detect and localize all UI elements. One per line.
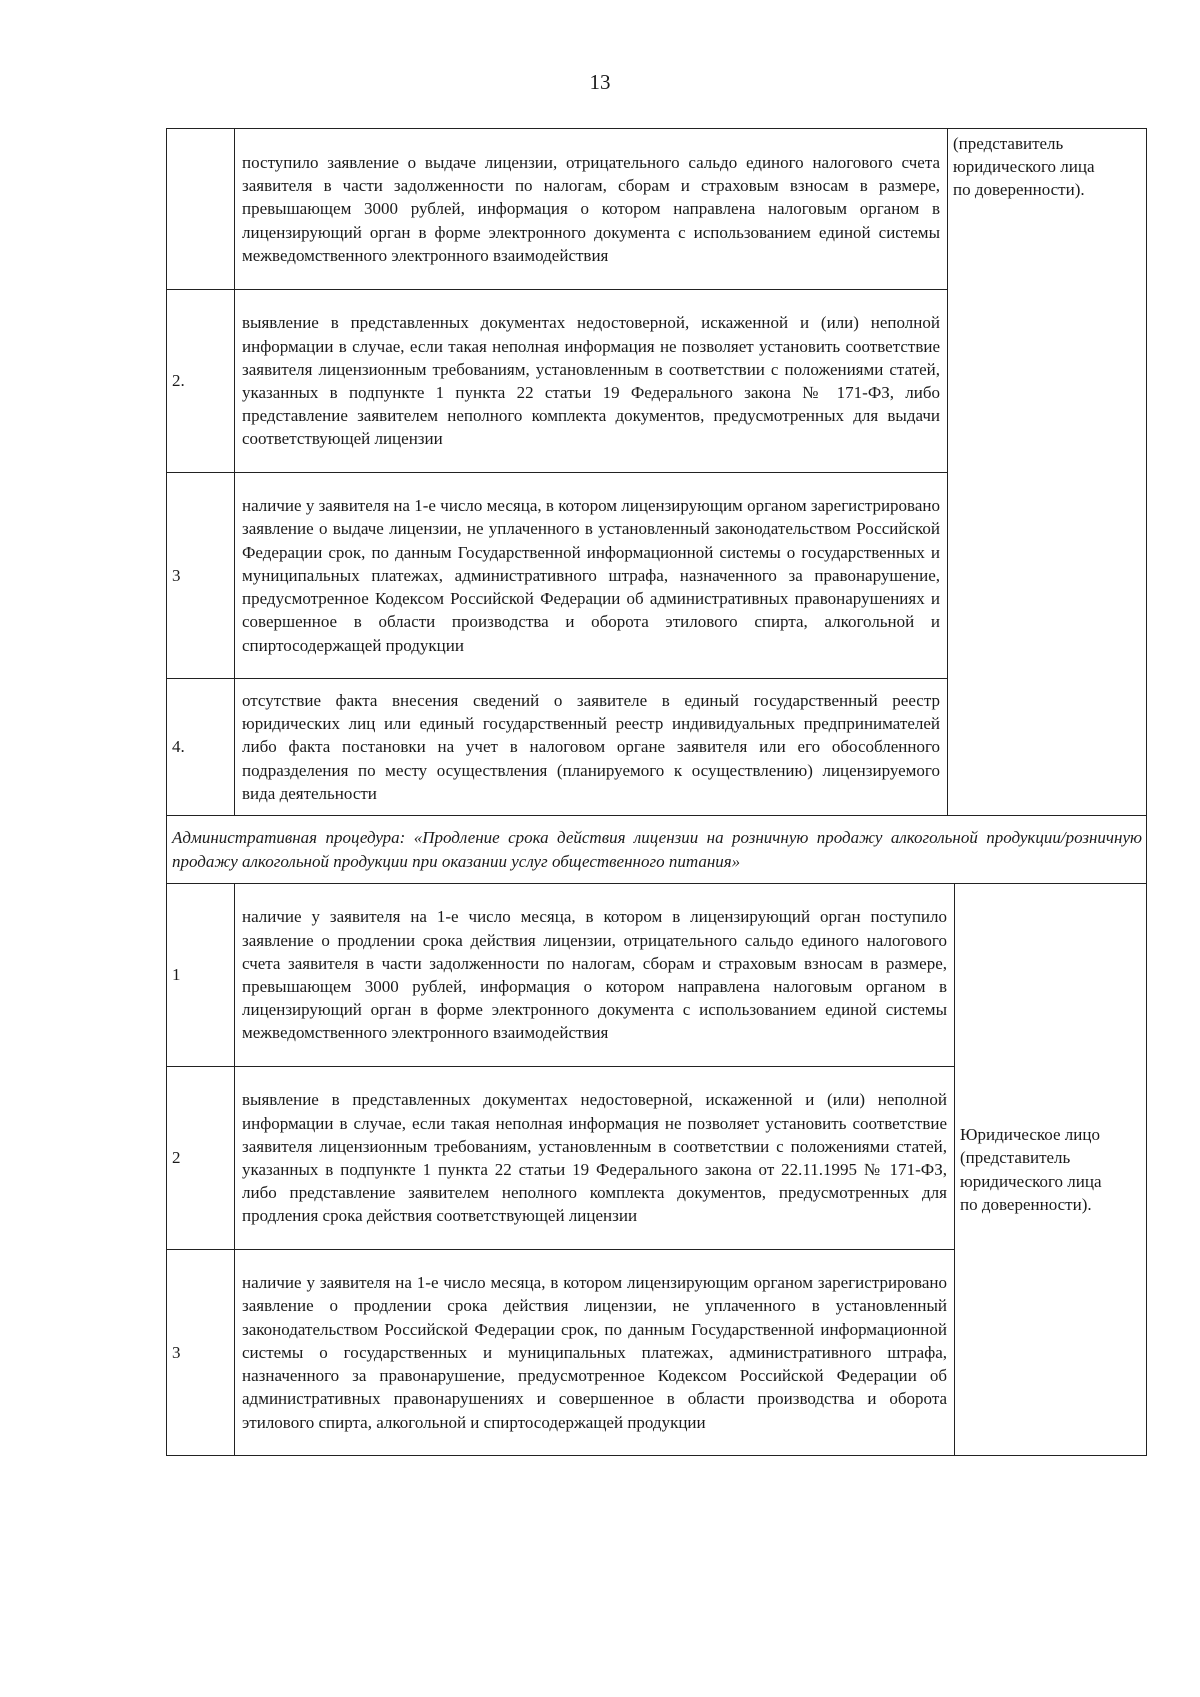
row-description: поступило заявление о выдаче лицензии, отрицательного сальдо единого налогового счета заявителя в части задолженности по налогам, сборам и страховым взносам в размере, превышающем 3000 рублей, информация о котором направлена налоговым органом в лицензирующий орган в форме электронного документа с использованием единой системы межведомственного электронного взаимодействия [235, 129, 948, 290]
row-description: наличие у заявителя на 1-е число месяца, в котором в лицензирующий орган поступило заявление о продлении срока действия лицензии, отрицательного сальдо единого налогового счета заявителя в части задолженности по налогам, сборам и страховым взносам в размере, превышающем 3000 рублей, информация о котором направлена налоговым органом в лицензирующий орган в форме электронного документа с использованием единой системы межведомственного электронного взаимодействия [235, 884, 955, 1067]
row-number: 1 [167, 884, 235, 1067]
applicant-line: (представитель [953, 134, 1064, 153]
conditions-table [166, 128, 1147, 1456]
row-number: 3 [167, 473, 235, 679]
section-heading: Административная процедура: «Продление срока действия лицензии на розничную продажу алкогольной продукции/розничную продажу алкогольной продукции при оказании услуг общественного питания» [167, 816, 1147, 884]
section-row [167, 816, 1147, 884]
applicant-line: по доверенности). [953, 180, 1085, 200]
applicant-line: Юридическое лицо [960, 1125, 1100, 1145]
table-row [167, 884, 1147, 1067]
row-number: 2 [167, 1067, 235, 1250]
row-number: 3 [167, 1250, 235, 1456]
row-number: 2. [167, 290, 235, 473]
page-number: 13 [589, 70, 611, 94]
applicant-line: по доверенности). [960, 1194, 1092, 1214]
row-description: выявление в представленных документах недостоверной, искаженной и (или) неполной информации в случае, если такая неполная информация не позволяет установить соответствие заявителя лицензионным требованиям, установленным в соответствии с положениями статей, указанных в подпункте 1 пункта 22 статьи 19 Федерального закона от 22.11.1995 № 171-ФЗ, либо представление заявителем неполного комплекта документов, предусмотренных для продления срока действия соответствующей лицензии [235, 1067, 955, 1250]
row-number [167, 129, 235, 290]
row-description: отсутствие факта внесения сведений о заявителе в единый государственный реестр юридических лиц или единый государственный реестр индивидуальных предпринимателей либо факта постановки на учет в налоговом органе заявителя или его обособленного подразделения по месту осуществления (планируемого к осуществлению) лицензируемого вида деятельности [235, 679, 948, 816]
applicant-line: (представитель [960, 1148, 1071, 1168]
applicant-line: юридического лица [953, 157, 1095, 177]
row-description: наличие у заявителя на 1-е число месяца, в котором лицензирующим органом зарегистрировано заявление о выдаче лицензии, не уплаченного в установленный законодательством Российской Федерации срок, по данным Государственной информационной системы о государственных и муниципальных платежах, административного штрафа, назначенного за правонарушение, предусмотренное Кодексом Российской Федерации об административных правонарушениях и совершенное в области производства и оборота этилового спирта, алкогольной и спиртосодержащей продукции [235, 473, 948, 679]
applicant-cell [955, 884, 1147, 1456]
table-row [167, 129, 1147, 290]
applicant-cell [948, 129, 1147, 816]
row-description: наличие у заявителя на 1-е число месяца, в котором лицензирующим органом зарегистрировано заявление о продлении срока действия лицензии, не уплаченного в установленный законодательством Российской Федерации срок, по данным Государственной информационной системы о государственных и муниципальных платежах, административного штрафа, назначенного за правонарушение, предусмотренное Кодексом Российской Федерации об административных правонарушениях и совершенное в области производства и оборота этилового спирта, алкогольной и спиртосодержащей продукции [235, 1250, 955, 1456]
applicant-line: юридического лица [960, 1171, 1102, 1191]
row-description: выявление в представленных документах недостоверной, искаженной и (или) неполной информации в случае, если такая неполная информация не позволяет установить соответствие заявителя лицензионным требованиям, установленным в соответствии с положениями статей, указанных в подпункте 1 пункта 22 статьи 19 Федерального закона № 171-ФЗ, либо представление заявителем неполного комплекта документов, предусмотренных для выдачи соответствующей лицензии [235, 290, 948, 473]
row-number: 4. [167, 679, 235, 816]
